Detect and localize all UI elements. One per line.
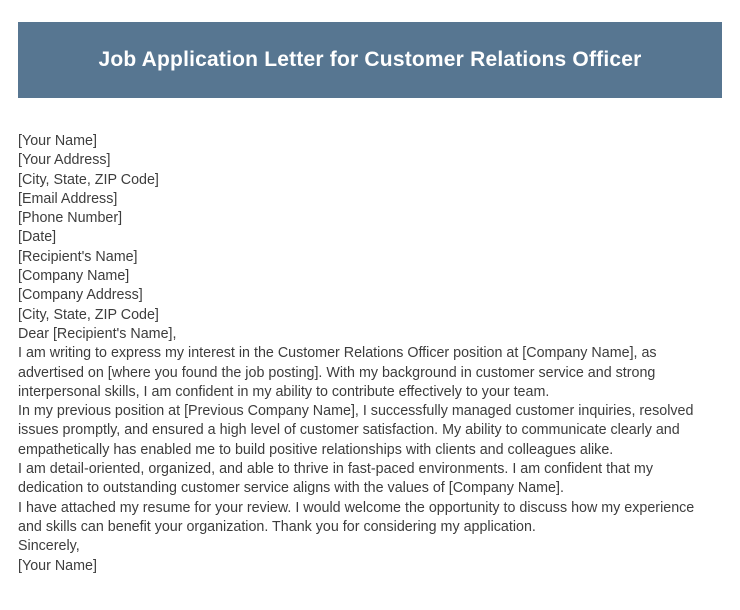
letter-signature: [Your Name]	[18, 557, 97, 574]
page-title: Job Application Letter for Customer Relations Officer	[98, 48, 642, 71]
letter-closing: Sincerely,	[18, 538, 80, 555]
letter-line: [City, State, ZIP Code]	[18, 171, 159, 188]
letter-body	[18, 132, 722, 576]
letter-line: [Phone Number]	[18, 210, 123, 227]
letter-line: [City, State, ZIP Code]	[18, 306, 159, 323]
letter-paragraph: In my previous position at [Previous Company Name], I successfully managed customer inquiries, resolved issues promptly, and ensured a high level of customer satisfaction. My ability to communicate clearly and empathetically has enabled me to build positive relationships with clients and colleagues alike.	[18, 403, 698, 458]
letter-paragraph: I am detail-oriented, organized, and able to thrive in fast-paced environments. I am confident that my dedication to outstanding customer service aligns with the values of [Company Name].	[18, 461, 657, 497]
document-header-banner	[18, 22, 722, 98]
letter-line: [Your Name]	[18, 133, 97, 149]
letter-salutation: Dear [Recipient's Name],	[18, 325, 177, 342]
letter-paragraph: I have attached my resume for your review. I would welcome the opportunity to discuss how my experience and skills can benefit your organization. Thank you for considering my application.	[18, 499, 699, 535]
letter-paragraph: I am writing to express my interest in the Customer Relations Officer position at [Company Name], as advertised on [where you found the job posting]. With my background in customer service and strong interpersonal skills, I am confident in my ability to contribute effectively to your team.	[18, 345, 661, 400]
letter-line: [Date]	[18, 229, 57, 246]
letter-line: [Email Address]	[18, 190, 118, 207]
letter-line: [Company Address]	[18, 287, 143, 304]
letter-line: [Your Address]	[18, 152, 111, 169]
letter-line: [Recipient's Name]	[18, 248, 138, 265]
letter-line: [Company Name]	[18, 268, 130, 285]
